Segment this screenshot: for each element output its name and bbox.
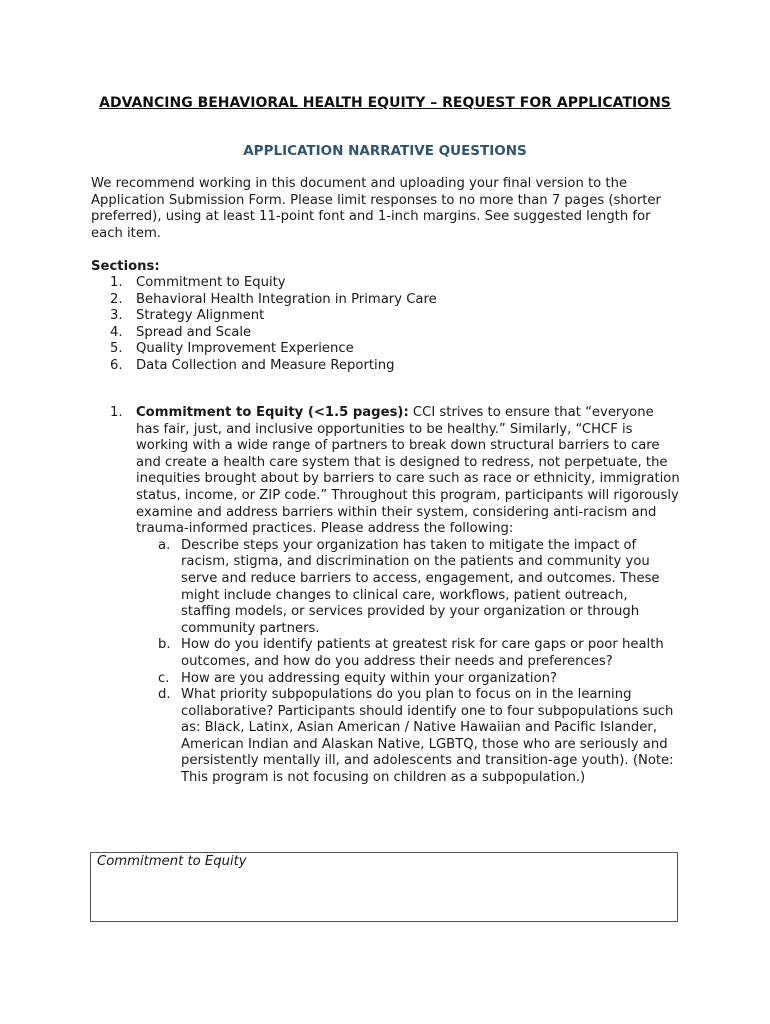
sections-heading: Sections: (91, 259, 160, 274)
list-number: 6. (110, 357, 123, 373)
list-number: 4. (110, 324, 123, 340)
sub-question-list (136, 538, 681, 787)
sub-question-text: Describe steps your organization has taken to mitigate the impact of racism, stigma, and discrimination on the patients and community you serve and reduce barriers to access, engagement, and outcomes. These might include changes to clinical care, workflows, patient outreach, staffing models, or services provided by your organization or through community partners. (181, 537, 660, 636)
list-number: 2. (110, 291, 123, 307)
list-item-label: Strategy Alignment (136, 308, 265, 324)
list-item (91, 292, 437, 309)
list-number: 1. (110, 275, 123, 290)
sub-question-letter: a. (158, 537, 171, 553)
list-item (91, 275, 437, 292)
list-item-label: Behavioral Health Integration in Primary Care (136, 291, 437, 307)
sub-question-item (136, 538, 681, 638)
list-item (91, 358, 437, 375)
sections-list (91, 275, 437, 375)
list-number: 5. (110, 341, 123, 357)
sub-question-text: How are you addressing equity within your organization? (181, 670, 558, 686)
list-item-label: Quality Improvement Experience (136, 341, 354, 357)
sub-question-item (136, 637, 681, 670)
list-item (91, 308, 437, 325)
list-item (91, 341, 437, 358)
list-item-label: Spread and Scale (136, 324, 252, 340)
sub-question-text: What priority subpopulations do you plan to focus on in the learning collaborative? Participants should identify one to four subpopulations such as: Black, Latinx, Asian American / Native Hawaiian and Pacific Islander, American Indian and Alaskan Native, LGBTQ, those who are seriously and persistently mentally ill, and adolescents and transition-age youth). (Note: This program is not focusing on children as a subpopulation.) (181, 687, 674, 786)
answer-text-box[interactable] (90, 852, 678, 922)
list-item-label: Data Collection and Measure Reporting (136, 357, 395, 373)
sub-question-item (136, 671, 681, 688)
list-item-label: Commitment to Equity (136, 275, 286, 290)
section-subtitle: APPLICATION NARRATIVE QUESTIONS (243, 143, 527, 159)
question-heading: Commitment to Equity (<1.5 pages): (136, 405, 409, 420)
intro-paragraph: We recommend working in this document and uploading your final version to the Application Submission Form. Please limit responses to no more than 7 pages (shorter preferred), using at least 11-point font and 1-inch margins. See suggested length for each item. (91, 176, 661, 241)
answer-box-label: Commitment to Equity (97, 854, 247, 869)
sub-question-item (136, 687, 681, 787)
list-item (91, 325, 437, 342)
sub-question-letter: c. (158, 670, 170, 686)
sub-question-text: How do you identify patients at greatest risk for care gaps or poor health outcomes, and how do you address their needs and preferences? (181, 637, 664, 669)
question-text: CCI strives to ensure that “everyone has fair, just, and inclusive opportunities to be healthy.” Similarly, “CHCF is working with a wide range of partners to break down structural barriers to care and create a health care system that is designed to redress, not perpetuate, the inequities brought about by barriers to care such as race or ethnicity, immigration status, income, or ZIP code.” Throughout this program, participants will rigorously examine and address barriers within their system, considering anti-racism and trauma-informed practices. Please address the following: (136, 405, 680, 537)
document-title: ADVANCING BEHAVIORAL HEALTH EQUITY – REQUEST FOR APPLICATIONS (99, 95, 671, 111)
question-commitment-to-equity (91, 405, 691, 787)
sub-question-letter: b. (158, 637, 171, 653)
list-number: 3. (110, 308, 123, 324)
question-number: 1. (110, 405, 123, 420)
question-body (136, 405, 681, 787)
sub-question-letter: d. (158, 687, 171, 703)
